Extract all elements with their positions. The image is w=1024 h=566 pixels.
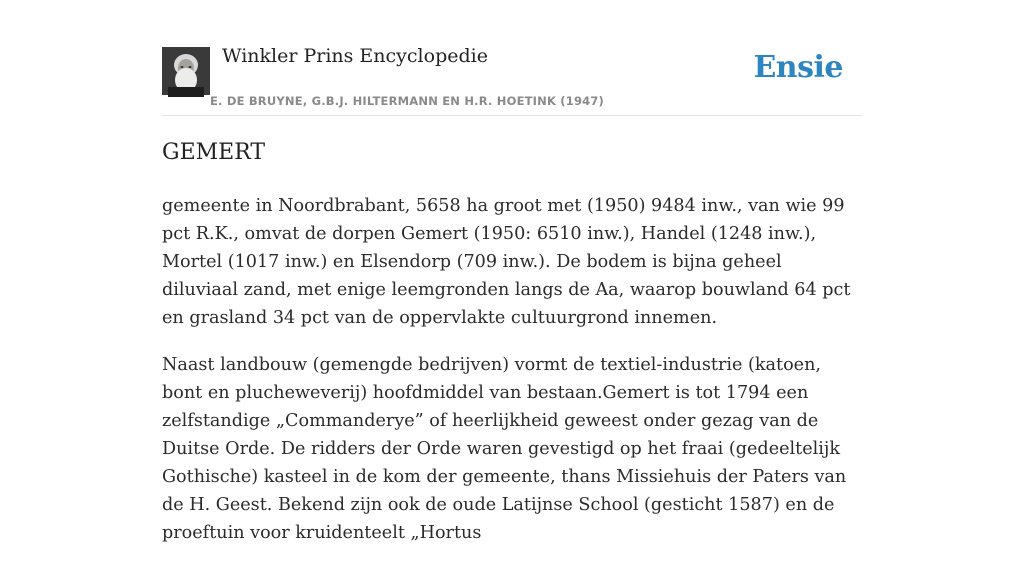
- article-body: [162, 192, 862, 566]
- author-avatar[interactable]: [162, 47, 210, 95]
- article-paragraph: Naast landbouw (gemengde bedrijven) vormt de textiel-industrie (katoen, bont en plucheweverij) hoofdmiddel van bestaan.Gemert is tot 1794 een zelfstandige „Commanderye” of heerlijkheid geweest onder gezag van de Duitse Orde. De ridders der Orde waren gevestigd op het fraai (gedeeltelijk Gothische) kasteel in de kom der gemeente, thans Missiehuis der Paters van de H. Geest. Bekend zijn ook de oude Latijnse School (gesticht 1587) en de proeftuin voor kruidenteelt „Hortus: [162, 355, 847, 543]
- site-header: [162, 0, 862, 116]
- brand-logo[interactable]: Ensie: [753, 50, 843, 85]
- page: [162, 0, 862, 543]
- portrait-image: [162, 47, 210, 95]
- site-title[interactable]: Winkler Prins Encyclopedie: [222, 45, 488, 67]
- article-paragraph: gemeente in Noordbrabant, 5658 ha groot met (1950) 9484 inw., van wie 99 pct R.K., omvat de dorpen Gemert (1950: 6510 inw.), Handel (1248 inw.), Mortel (1017 inw.) en Elsendorp (709 inw.). De bodem is bijna geheel diluviaal zand, met enige leemgronden langs de Aa, waarop bouwland 64 pct en grasland 34 pct van de oppervlakte cultuurgrond innemen.: [162, 196, 851, 328]
- authors-line: E. DE BRUYNE, G.B.J. HILTERMANN EN H.R. HOETINK (1947): [210, 94, 605, 108]
- article-title: GEMERT: [162, 140, 266, 165]
